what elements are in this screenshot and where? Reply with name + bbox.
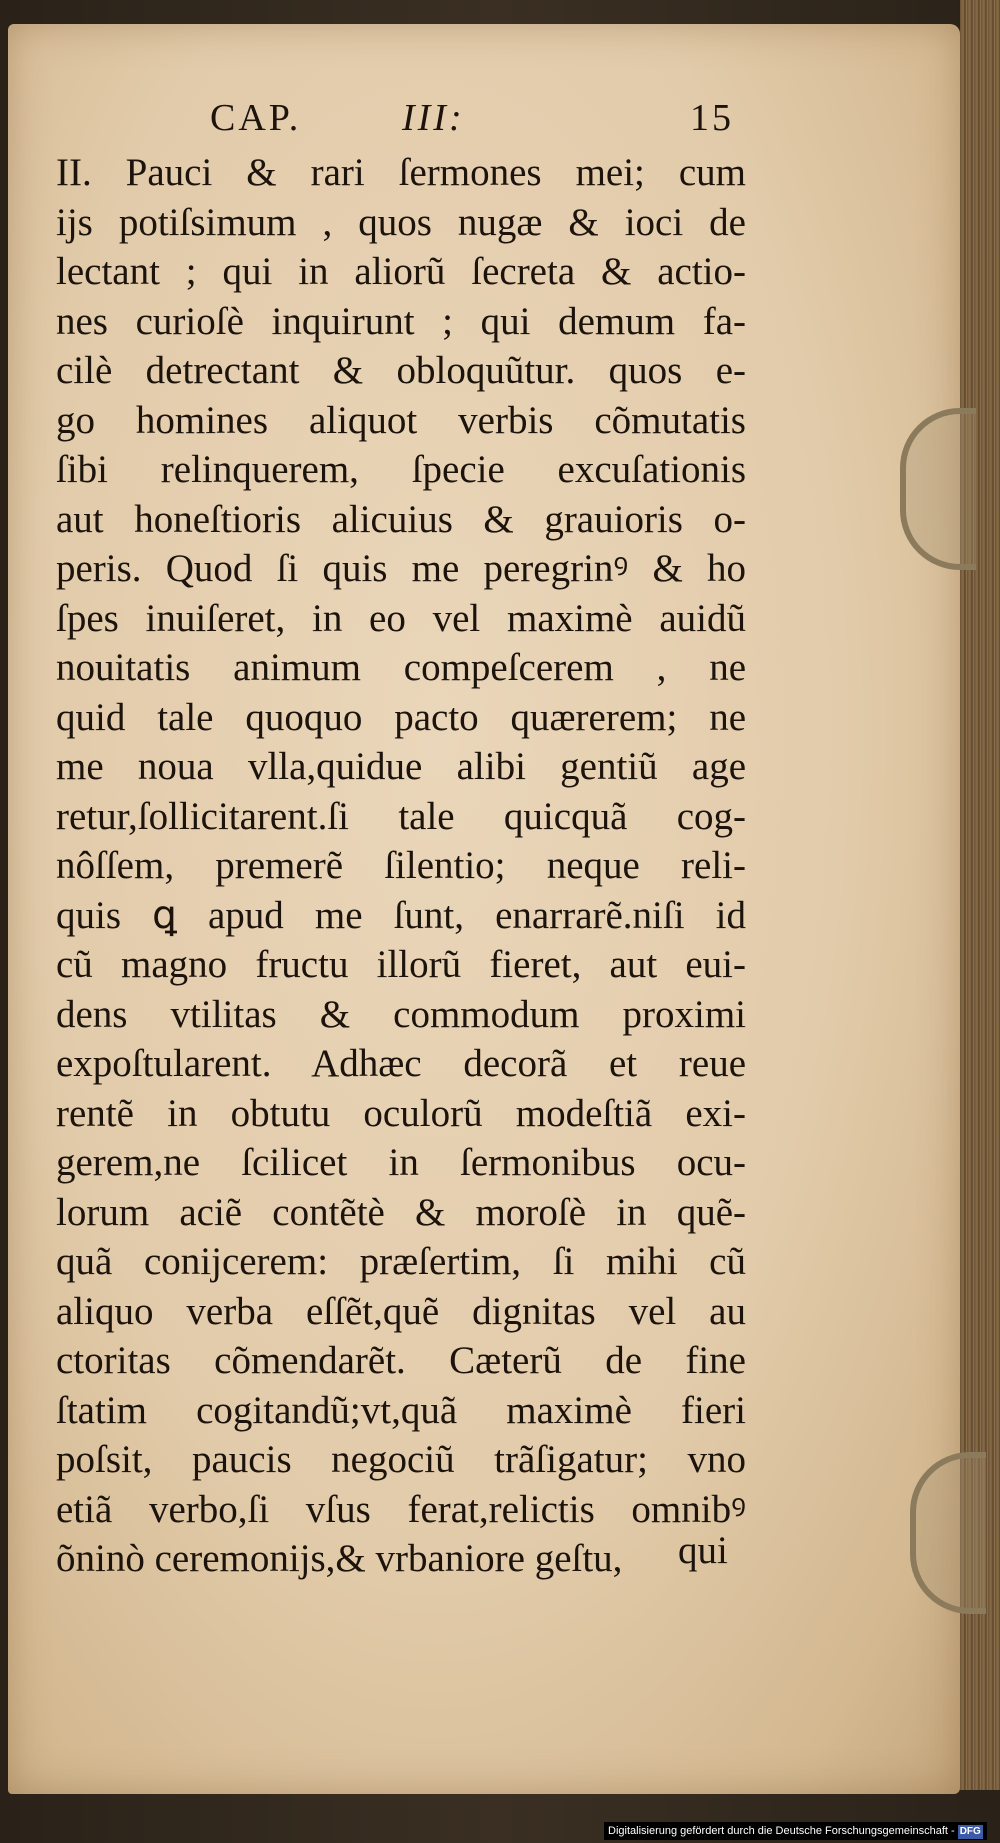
text-line: cũ magno fructu illorũ fieret, aut eui- <box>56 943 746 986</box>
text-line: õninò ceremonijs,& vrbaniore geſtu, <box>56 1537 623 1580</box>
text-line: nouitatis animum compeſcerem , ne <box>56 646 746 689</box>
upper-clasp <box>900 408 976 570</box>
digitization-credit <box>604 1822 987 1840</box>
text-line: etiã verbo,ſi vſus ferat,relictis omnibꝰ <box>56 1487 746 1531</box>
text-line: poſsit, paucis negociũ trãſigatur; vno <box>56 1438 746 1481</box>
text-line: quis ꝗ apud me ſunt, enarrarẽ.niſi id <box>56 893 746 937</box>
text-line: lectant ; qui in aliorũ ſecreta & actio- <box>56 250 746 293</box>
text-line: peris. Quod ſi quis me peregrinꝰ & ho <box>56 547 746 590</box>
text-line: nôſſem, premerẽ ſilentio; neque reli- <box>56 844 746 887</box>
chapter-number: III: <box>402 97 465 139</box>
text-line: aliquo verba eſſẽt,quẽ dignitas vel au <box>56 1289 746 1333</box>
running-head <box>210 96 750 146</box>
catchword: qui <box>678 1529 728 1572</box>
page-number: 15 <box>690 97 734 139</box>
credit-text: Digitalisierung gefördert durch die Deutsche Forschungsgemeinschaft - <box>608 1825 955 1837</box>
text-line: ſpes inuiſeret, in eo vel maximè auidũ <box>56 596 746 640</box>
text-line: quid tale quoquo pacto quærerem; ne <box>56 695 746 739</box>
chapter-label: CAP. <box>210 97 302 139</box>
text-line: dens vtilitas & commodum proximi <box>56 992 746 1036</box>
text-line: lorum aciẽ contẽtè & moroſè in quẽ- <box>56 1190 746 1234</box>
text-line: nes curioſè inquirunt ; qui demum fa- <box>56 299 746 343</box>
text-line: gerem,ne ſcilicet in ſermonibus ocu- <box>56 1141 746 1184</box>
text-line: ſtatim cogitandũ;vt,quã maximè fieri <box>56 1388 746 1432</box>
text-line: ctoritas cõmendarẽt. Cæterũ de fine <box>56 1339 746 1382</box>
lower-clasp <box>910 1452 986 1614</box>
text-line: ijs potiſsimum , quos nugæ & ioci de <box>56 200 746 244</box>
text-line: retur,ſollicitarent.ſi tale quicquã cog- <box>56 794 746 838</box>
dfg-logo: DFG <box>959 1826 981 1837</box>
text-line: expoſtularent. Adhæc decorã et reue <box>56 1042 746 1085</box>
text-line: rentẽ in obtutu oculorũ modeſtiã exi- <box>56 1091 746 1135</box>
text-line: aut honeſtioris alicuius & grauioris o- <box>56 497 746 541</box>
text-line: cilè detrectant & obloquũtur. quos e- <box>56 349 746 392</box>
text-line: go homines aliquot verbis cõmutatis <box>56 398 746 442</box>
text-line: II. Pauci & rari ſermones mei; cum <box>56 151 746 194</box>
text-line: me noua vlla,quidue alibi gentiũ age <box>56 745 746 788</box>
text-line: quã conijcerem: præſertim, ſi mihi cũ <box>56 1240 746 1283</box>
text-line: ſibi relinquerem, ſpecie excuſationis <box>56 448 746 491</box>
body-text <box>56 148 746 1584</box>
